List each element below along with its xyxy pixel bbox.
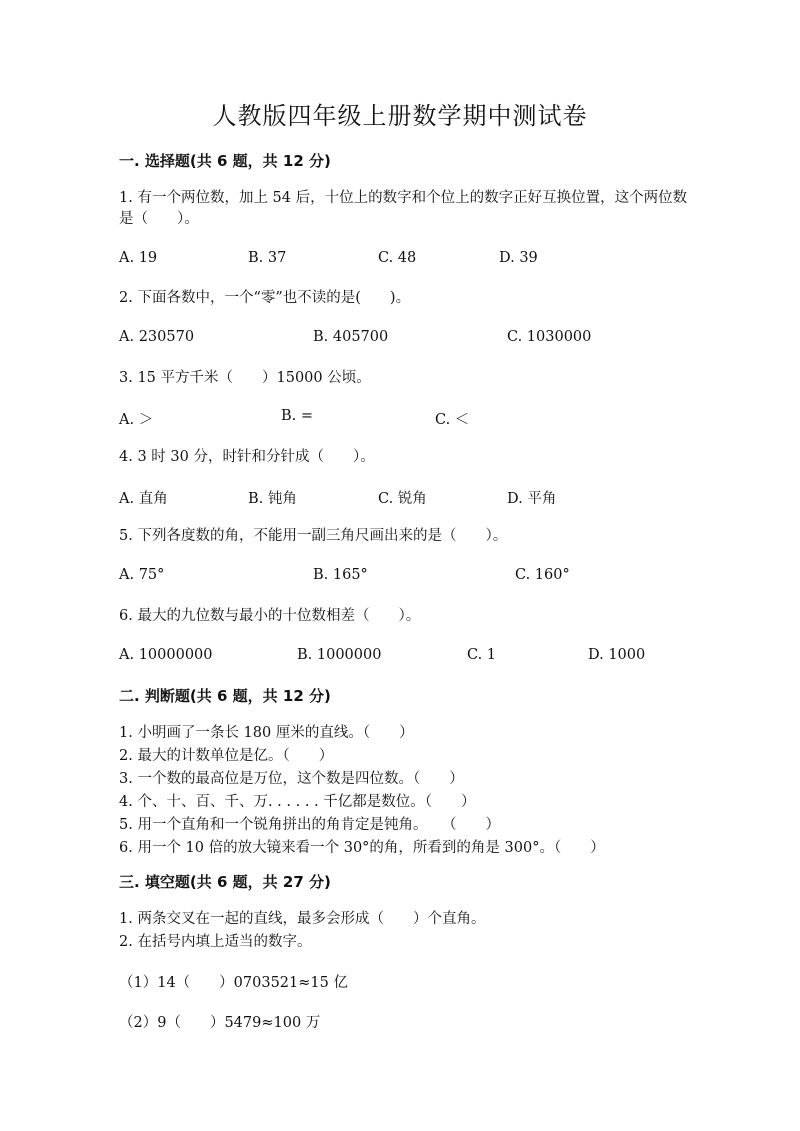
- question-text: 6. 最大的九位数与最小的十位数相差（ ）。: [119, 608, 421, 624]
- option: D. 平角: [507, 491, 557, 507]
- section-heading-fill-blank: 三. 填空题(共 6 题，共 27 分): [119, 873, 331, 891]
- option: B. 405700: [313, 329, 389, 345]
- section-heading-choice: 一. 选择题(共 6 题，共 12 分): [119, 152, 331, 170]
- fill-subitem: （2）9（ ）5479≈100 万: [119, 1015, 321, 1031]
- fill-subitem: （1）14（ ）0703521≈15 亿: [119, 975, 348, 991]
- option: A. ＞: [119, 412, 154, 428]
- option: C. 48: [378, 250, 417, 266]
- option: B. 1000000: [297, 647, 382, 663]
- question-text: 1. 有一个两位数，加上 54 后，十位上的数字和个位上的数字正好互换位置，这个两位数是（ ）。: [119, 190, 688, 227]
- judgement-item: 2. 最大的计数单位是亿。（ ）: [119, 748, 334, 764]
- judgement-item: 6. 用一个 10 倍的放大镜来看一个 30°的角，所看到的角是 300°。（ ）: [119, 840, 605, 856]
- page-title: 人教版四年级上册数学期中测试卷: [212, 102, 588, 130]
- fill-item: 2. 在括号内填上适当的数字。: [119, 934, 312, 950]
- section-heading-judgement: 二. 判断题(共 6 题，共 12 分): [119, 687, 331, 705]
- option: A. 19: [119, 250, 158, 266]
- fill-item: 1. 两条交叉在一起的直线，最多会形成（ ）个直角。: [119, 911, 486, 927]
- question-text: 2. 下面各数中，一个“零”也不读的是( )。: [119, 290, 411, 306]
- option: B. 165°: [313, 567, 368, 583]
- option: C. ＜: [435, 412, 470, 428]
- judgement-item: 5. 用一个直角和一个锐角拼出的角肯定是钝角。 （ ）: [119, 817, 500, 833]
- option: B. 钝角: [248, 491, 297, 507]
- question-text: 5. 下列各度数的角，不能用一副三角尺画出来的是（ ）。: [119, 528, 508, 544]
- question-text: 3. 15 平方千米（ ）15000 公顷。: [119, 370, 371, 386]
- option: C. 1030000: [507, 329, 592, 345]
- option: A. 75°: [119, 567, 165, 583]
- judgement-item: 3. 一个数的最高位是万位，这个数是四位数。（ ）: [119, 771, 464, 787]
- judgement-item: 4. 个、十、百、千、万. . . . . . 千亿都是数位。（ ）: [119, 794, 476, 810]
- option: C. 160°: [515, 567, 570, 583]
- option: B. 37: [248, 250, 287, 266]
- option: A. 230570: [119, 329, 195, 345]
- judgement-item: 1. 小明画了一条长 180 厘米的直线。（ ）: [119, 725, 414, 741]
- option: D. 39: [499, 250, 538, 266]
- option: A. 直角: [119, 491, 168, 507]
- option: B. =: [281, 408, 314, 424]
- question-text: 4. 3 时 30 分，时针和分针成（ ）。: [119, 449, 375, 465]
- option: A. 10000000: [119, 647, 213, 663]
- option: C. 1: [467, 647, 497, 663]
- option: C. 锐角: [378, 491, 427, 507]
- option: D. 1000: [588, 647, 646, 663]
